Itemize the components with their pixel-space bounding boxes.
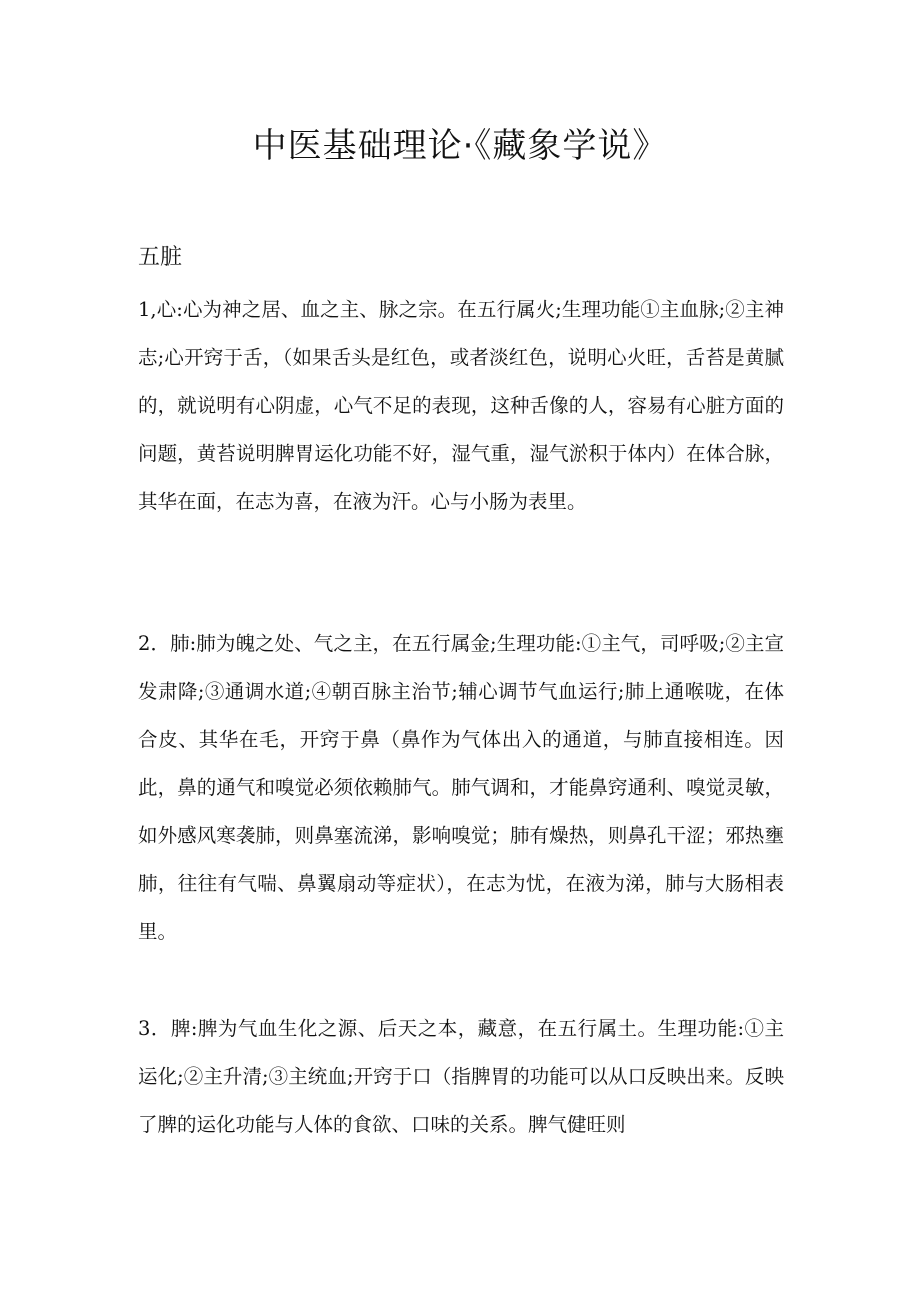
paragraph-lung: 2．肺:肺为魄之处、气之主，在五行属金;生理功能:①主气，司呼吸;②主宣发肃降;③通调水道;④朝百脉主治节;辅心调节气血运行;肺上通喉咙，在体合皮、其华在毛，开窍于鼻（鼻作为气体出入的通道，与肺直接相连。因此，鼻的通气和嗅觉必须依赖肺气。肺气调和，才能鼻窍通利、嗅觉灵敏，如外感风寒袭肺，则鼻塞流涕，影响嗅觉；肺有燥热，则鼻孔干涩；邪热壅肺，往往有气喘、鼻翼扇动等症状），在志为忧，在液为涕，肺与大肠相表里。 [138,632,784,943]
paragraph-heart: 1,心:心为神之居、血之主、脉之宗。在五行属火;生理功能①主血脉;②主神志;心开窍于舌，（如果舌头是红色，或者淡红色，说明心火旺，舌苔是黄腻的，就说明有心阴虚，心气不足的表现，这种舌像的人，容易有心脏方面的问题，黄苔说明脾胃运化功能不好，湿气重，湿气淤积于体内）在体合脉，其华在面，在志为喜，在液为汗。心与小肠为表里。 [138,298,784,513]
section-heading: 五脏 [138,245,183,270]
document-title: 中医基础理论·《藏象学说》 [252,126,668,166]
paragraph-spleen: 3．脾:脾为气血生化之源、后天之本，藏意，在五行属土。生理功能:①主运化;②主升清;③主统血;开窍于口（指脾胃的功能可以从口反映出来。反映了脾的运化功能与人体的食欲、口味的关系。脾气健旺则 [138,1017,784,1136]
